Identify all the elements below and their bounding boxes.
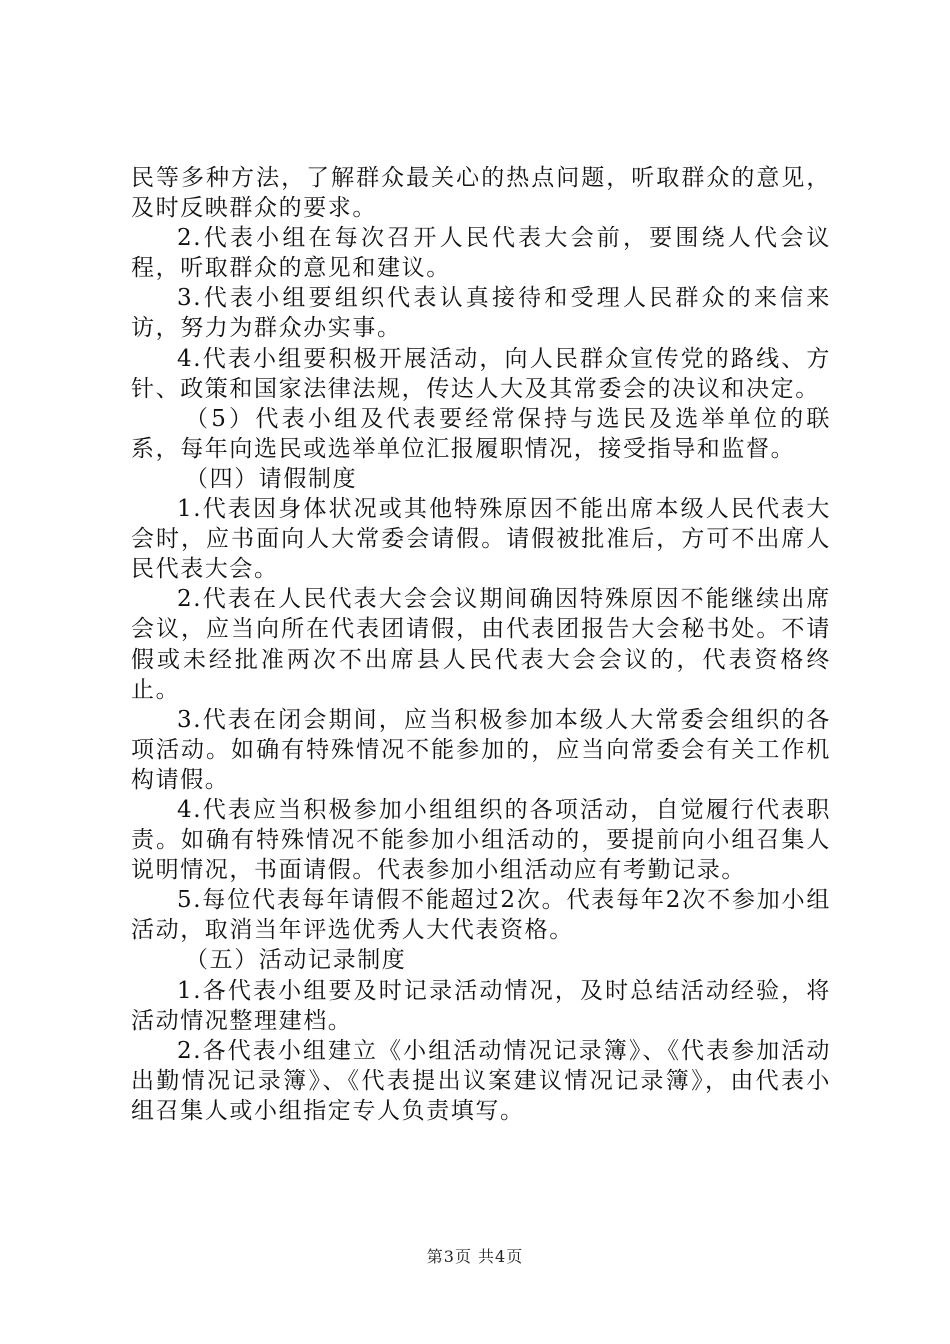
paragraph-item-3: 3.代表小组要组织代表认真接待和受理人民群众的来信来访，努力为群众办实事。 — [131, 285, 831, 342]
paragraph-leave-1: 1.代表因身体状况或其他特殊原因不能出席本级人民代表大会时，应书面向人大常委会请假。请假被批准后，方可不出席人民代表大会。 — [131, 496, 831, 583]
document-body — [131, 163, 831, 1126]
page-footer: 第3页 共4页 — [426, 1247, 524, 1266]
paragraph-records-1: 1.各代表小组要及时记录活动情况，及时总结活动经验，将活动情况整理建档。 — [131, 977, 831, 1034]
paragraph-leave-5: 5.每位代表每年请假不能超过2次。代表每年2次不参加小组活动，取消当年评选优秀人大代表资格。 — [131, 887, 831, 944]
paragraph-item-5: （5）代表小组及代表要经常保持与选民及选举单位的联系，每年向选民或选举单位汇报履职情况，接受指导和监督。 — [131, 405, 831, 462]
section-heading-records: （五）活动记录制度 — [185, 947, 407, 974]
section-heading-leave: （四）请假制度 — [185, 465, 358, 492]
paragraph-item-4: 4.代表小组要积极开展活动，向人民群众宣传党的路线、方针、政策和国家法律法规，传达人大及其常委会的决议和决定。 — [131, 345, 831, 402]
paragraph-item-2: 2.代表小组在每次召开人民代表大会前，要围绕人代会议程，听取群众的意见和建议。 — [131, 225, 831, 282]
paragraph-continuation: 民等多种方法，了解群众最关心的热点问题，听取群众的意见，及时反映群众的要求。 — [131, 165, 831, 222]
paragraph-leave-3: 3.代表在闭会期间，应当积极参加本级人大常委会组织的各项活动。如确有特殊情况不能参加的，应当向常委会有关工作机构请假。 — [131, 706, 831, 793]
paragraph-leave-4: 4.代表应当积极参加小组组织的各项活动，自觉履行代表职责。如确有特殊情况不能参加小组活动的，要提前向小组召集人说明情况，书面请假。代表参加小组活动应有考勤记录。 — [131, 796, 831, 884]
paragraph-leave-2: 2.代表在人民代表大会会议期间确因特殊原因不能继续出席会议，应当向所在代表团请假，由代表团报告大会秘书处。不请假或未经批准两次不出席县人民代表大会会议的，代表资格终止。 — [131, 586, 831, 703]
paragraph-records-2: 2.各代表小组建立《小组活动情况记录簿》、《代表参加活动出勤情况记录簿》、《代表提出议案建议情况记录簿》，由代表小组召集人或小组指定专人负责填写。 — [131, 1037, 831, 1124]
